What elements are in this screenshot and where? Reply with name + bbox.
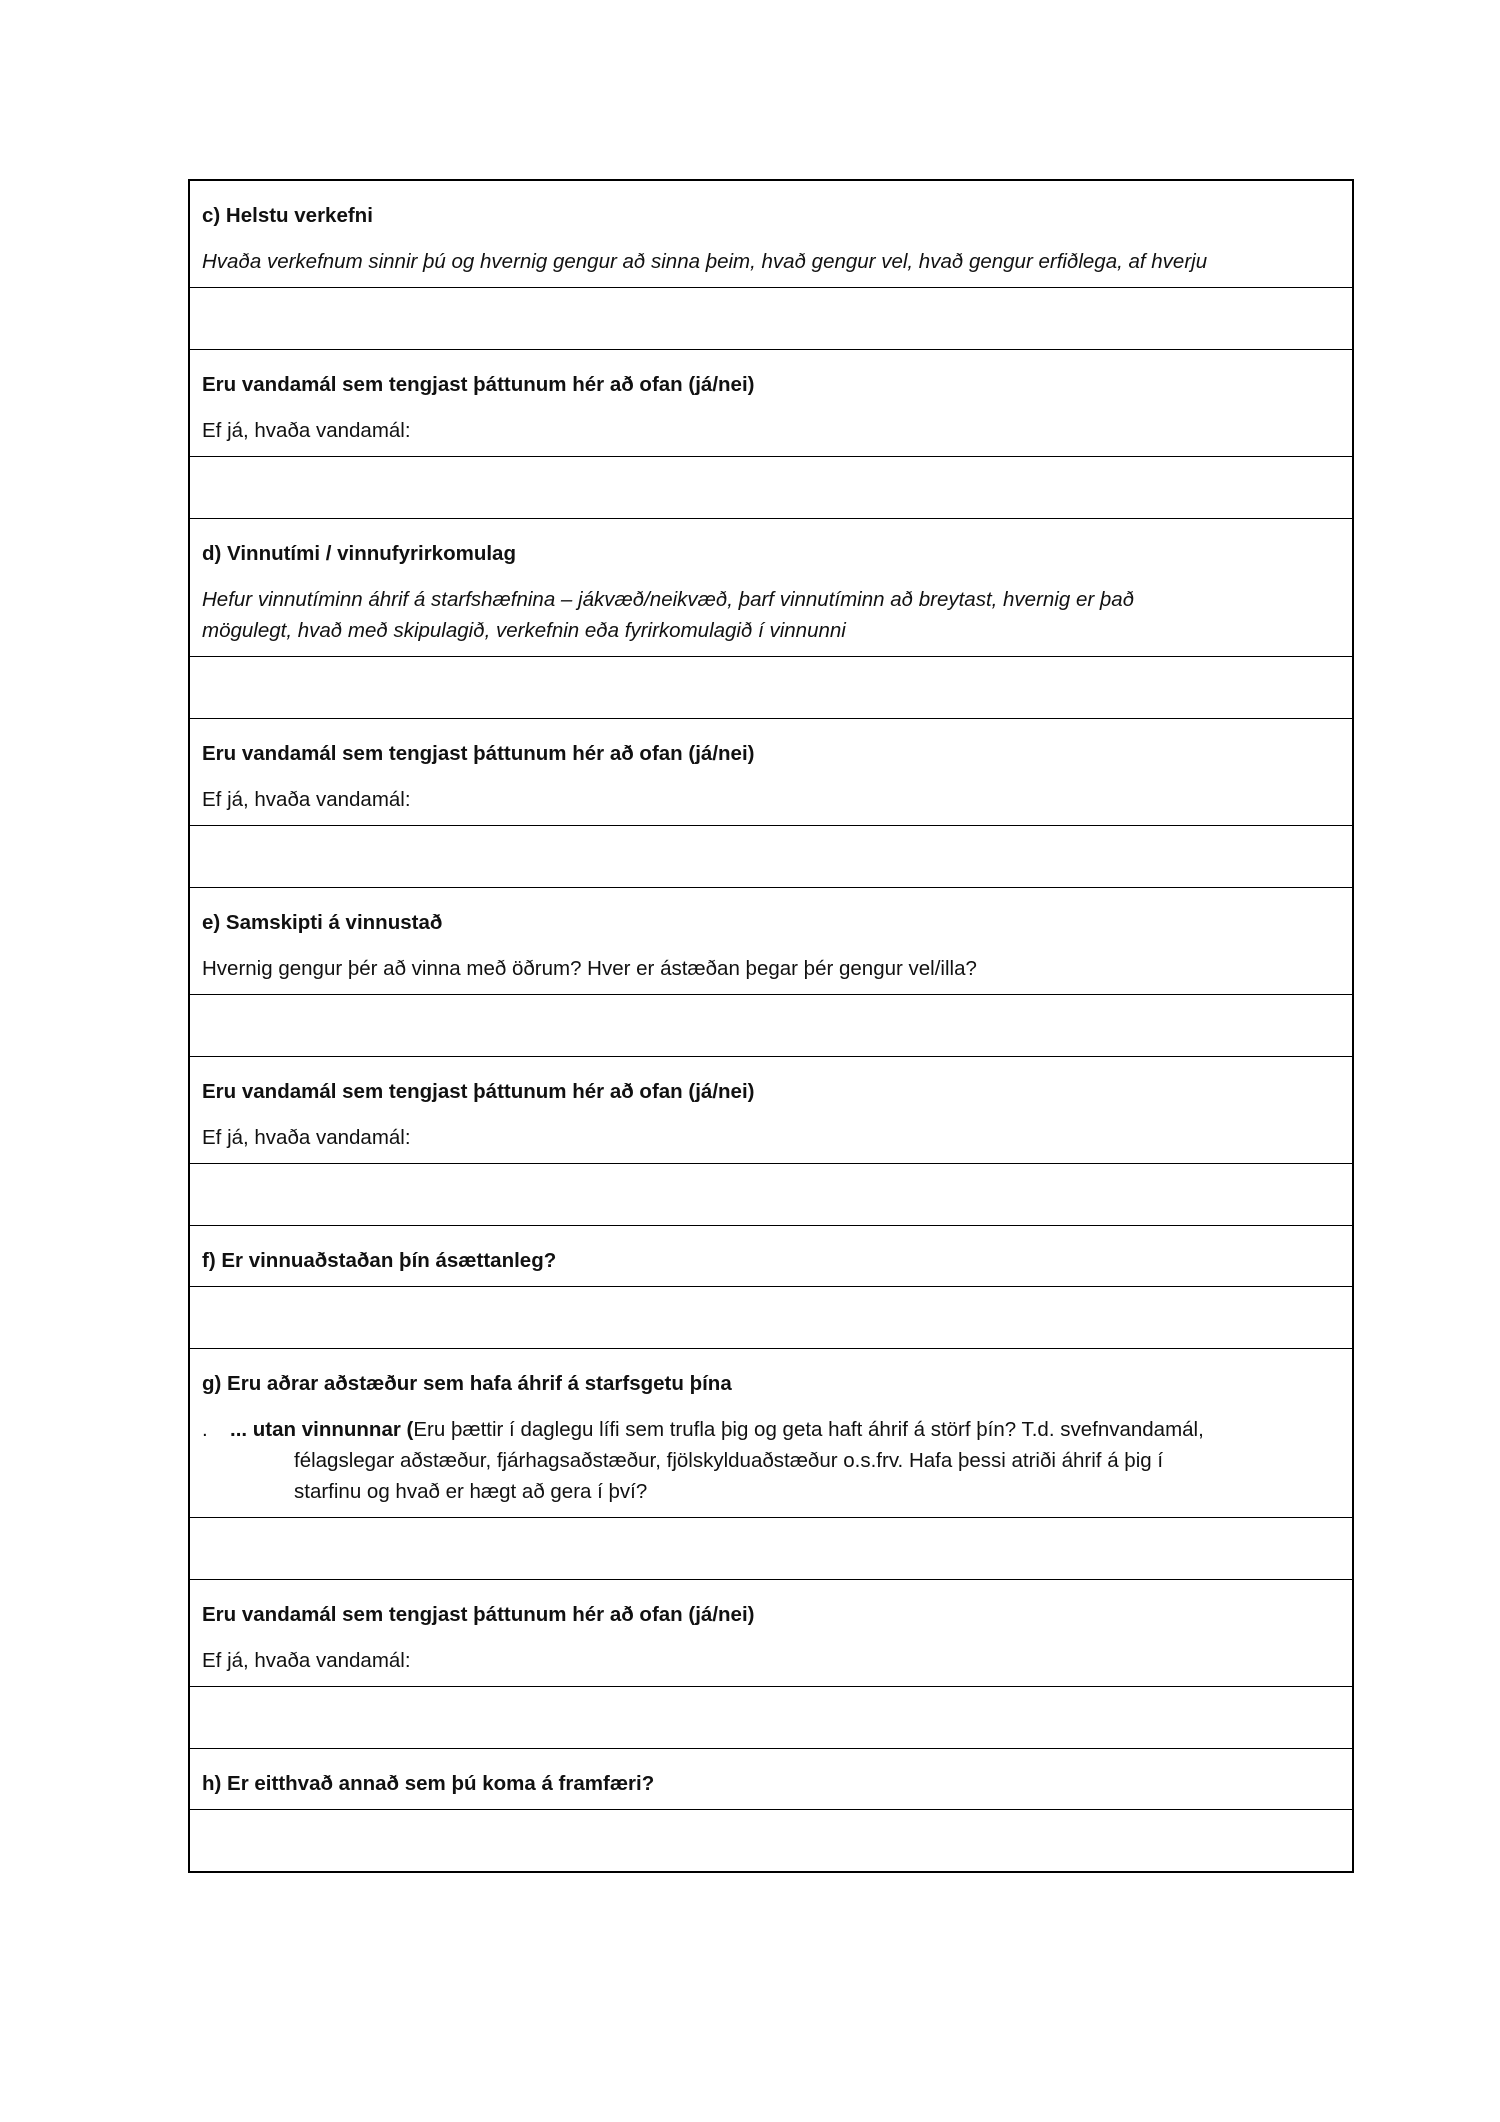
section-g-problems-prompt: Ef já, hvaða vandamál: (202, 1649, 411, 1672)
section-d-problems-heading: Eru vandamál sem tengjast þáttunum hér að ofan (já/nei) (202, 742, 755, 765)
section-g-problems-answer-field[interactable] (190, 1686, 1352, 1748)
section-e-heading: e) Samskipti á vinnustað (202, 911, 443, 934)
section-h-answer-field[interactable] (190, 1809, 1352, 1871)
section-e-problems-prompt: Ef já, hvaða vandamál: (202, 1126, 411, 1149)
section-d-answer-field[interactable] (190, 656, 1352, 718)
section-f-answer-field[interactable] (190, 1286, 1352, 1348)
section-d-problems-answer-field[interactable] (190, 825, 1352, 887)
section-e-problems-heading: Eru vandamál sem tengjast þáttunum hér að ofan (já/nei) (202, 1080, 755, 1103)
section-f (190, 1225, 1352, 1286)
section-h-heading: h) Er eitthvað annað sem þú koma á framfæri? (202, 1772, 655, 1795)
section-g-problems (190, 1579, 1352, 1686)
section-e-problems (190, 1056, 1352, 1163)
assessment-form-table (188, 179, 1354, 1873)
section-g-heading: g) Eru aðrar aðstæður sem hafa áhrif á starfsgetu þína (202, 1372, 732, 1395)
section-g-bullet-item (202, 1414, 1340, 1507)
section-g (190, 1348, 1352, 1517)
section-e-answer-field[interactable] (190, 994, 1352, 1056)
section-f-heading: f) Er vinnuaðstaðan þín ásættanleg? (202, 1249, 557, 1272)
section-e (190, 887, 1352, 994)
section-e-problems-answer-field[interactable] (190, 1163, 1352, 1225)
section-c-heading: c) Helstu verkefni (202, 204, 373, 227)
section-d-prompt-line-1: Hefur vinnutíminn áhrif á starfshæfnina – jákvæð/neikvæð, þarf vinnutíminn að breytast, hvernig er það (202, 588, 1135, 611)
section-c (190, 181, 1352, 287)
section-d-problems-prompt: Ef já, hvaða vandamál: (202, 788, 411, 811)
section-c-problems-answer-field[interactable] (190, 456, 1352, 518)
section-d (190, 518, 1352, 656)
section-c-prompt: Hvaða verkefnum sinnir þú og hvernig gengur að sinna þeim, hvað gengur vel, hvað gengur erfiðlega, af hverju (202, 250, 1208, 273)
section-c-problems-prompt: Ef já, hvaða vandamál: (202, 419, 411, 442)
section-g-bullet-line-2: félagslegar aðstæður, fjárhagsaðstæður, fjölskylduaðstæður o.s.frv. Hafa þessi atriði áhrif á þig í (294, 1449, 1164, 1472)
section-h (190, 1748, 1352, 1809)
section-e-prompt: Hvernig gengur þér að vinna með öðrum? Hver er ástæðan þegar þér gengur vel/illa? (202, 957, 977, 980)
section-g-answer-field[interactable] (190, 1517, 1352, 1579)
section-c-answer-field[interactable] (190, 287, 1352, 349)
section-c-problems-heading: Eru vandamál sem tengjast þáttunum hér að ofan (já/nei) (202, 373, 755, 396)
section-g-bullet-lead: ... utan vinnunnar ( (230, 1418, 414, 1441)
section-g-problems-heading: Eru vandamál sem tengjast þáttunum hér að ofan (já/nei) (202, 1603, 755, 1626)
section-g-bullet-text (230, 1414, 1340, 1507)
section-g-bullet-line-1: Eru þættir í daglegu lífi sem trufla þig og geta haft áhrif á störf þín? T.d. svefnvandamál, (413, 1418, 1204, 1441)
section-d-heading: d) Vinnutími / vinnufyrirkomulag (202, 542, 516, 565)
section-d-problems (190, 718, 1352, 825)
section-g-bullet-line-3: starfinu og hvað er hægt að gera í því? (294, 1480, 648, 1503)
section-c-problems (190, 349, 1352, 456)
bullet-marker: . (202, 1418, 208, 1441)
section-d-prompt-line-2: mögulegt, hvað með skipulagið, verkefnin eða fyrirkomulagið í vinnunni (202, 619, 846, 642)
